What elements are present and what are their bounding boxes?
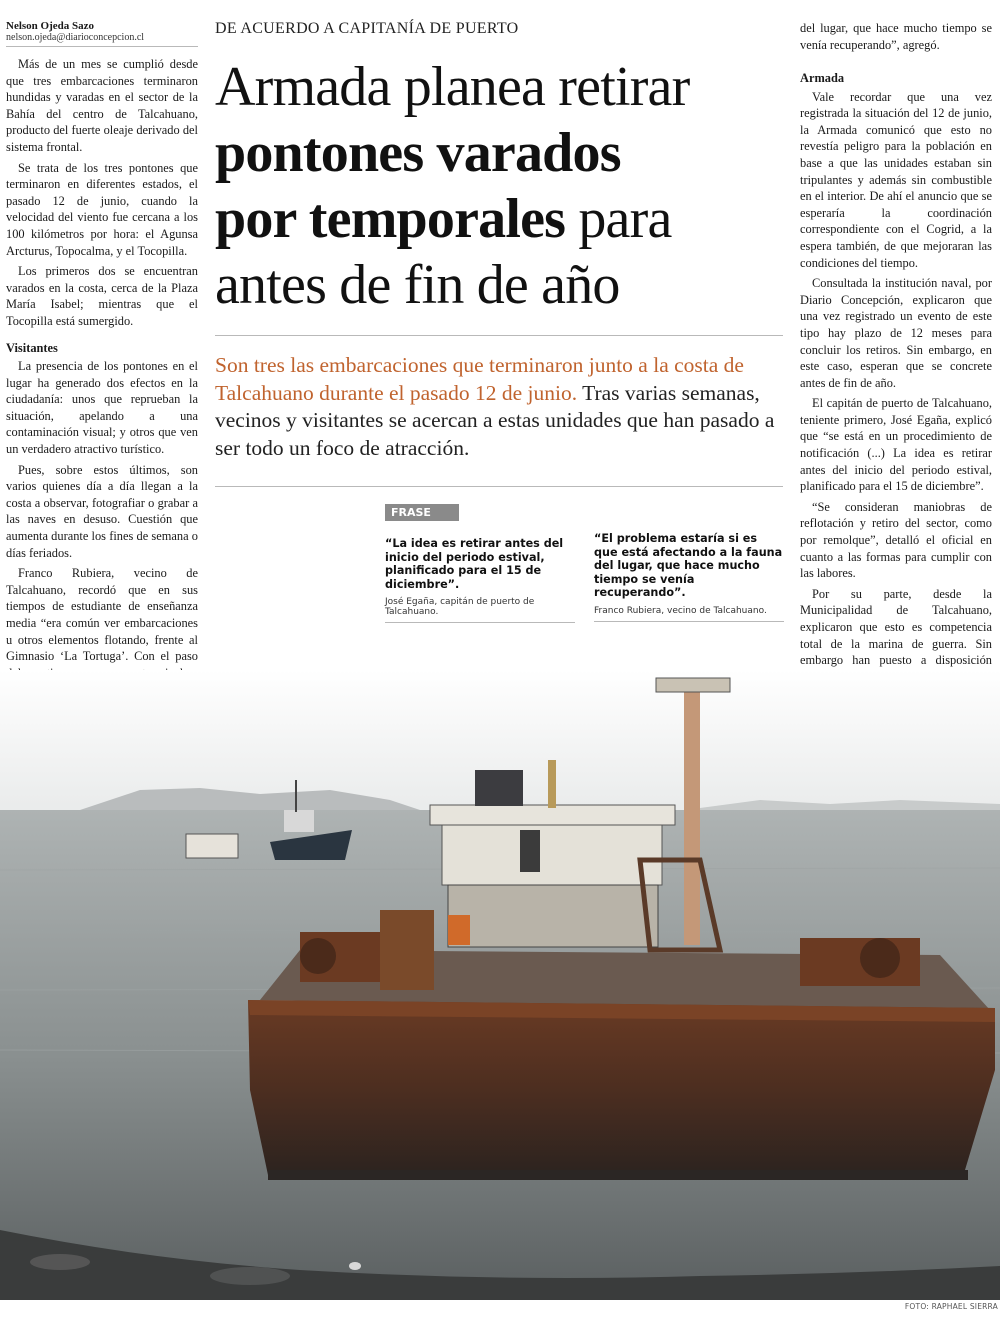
lead-paragraph [215,352,790,462]
quote-text: “El problema estaría si es que está afectando a la fauna del lugar, que hace mucho tiempo se venía recuperando”. [594,532,783,600]
author-block [6,20,198,43]
quote-divider [385,622,575,623]
body-paragraph: El capitán de puerto de Talcahuano, teniente primero, José Egaña, explicó que “se está en un procedimiento de notificación (...) La idea es retirar antes del inicio del periodo estival, planificado para el 15 de diciembre”. [800,396,992,494]
headline [215,54,795,318]
quote-divider [594,621,784,622]
headline-line-3-rest: para [565,188,672,250]
body-paragraph: La presencia de los pontones en el lugar ha generado dos efectos en la ciudadanía: unos que reprueban la situación, apelando a una contaminación visual; y otros que ven un verdadero atractivo turístico. [6,359,198,457]
lead-divider [215,486,783,487]
frase-tag: FRASE [385,504,459,521]
right-column-continuation: del lugar, que hace mucho tiempo se venía recuperando”, agregó. [800,21,992,52]
quote-2 [594,532,784,622]
subhead-visitantes: Visitantes [6,340,58,355]
quote-text: “La idea es retirar antes del inicio del periodo estival, planificado para el 15 de diciembre”. [385,537,564,591]
author-name: Nelson Ojeda Sazo [6,20,94,32]
body-paragraph: Los primeros dos se encuentran varados en la costa, cerca de la Plaza María Isabel; mientras que el Tocopilla está sumergido. [6,264,198,328]
body-paragraph: Pues, sobre estos últimos, son varios quienes día a día llegan a la costa a observar, fotografiar o grabar a las naves en desuso. Cuestión que aumenta durante los fines de semana o días feriados. [6,462,198,560]
headline-line-2: pontones varados [215,122,621,184]
body-paragraph: Por su parte, desde la Municipalidad de Talcahuano, explicaron que esto es competencia total de la marina de guerra. Sin embargo han puesto a disposición [800,586,992,668]
pontoon-photo [0,670,1000,1300]
body-paragraph: “Se consideran maniobras de reflotación y retiro del sector, como por remolque”, detalló el oficial en cuanto a las formas para cumplir con las labores. [800,499,992,581]
lead-rest: Tras varias semanas, vecinos y visitantes se acercan a estas unidades que han pasado a ser todo un foco de atracción. [215,380,775,460]
right-column [800,70,992,723]
subhead-armada: Armada [800,71,845,85]
lead-highlight: Son tres las embarcaciones que terminaron junto a la costa de Talcahuano durante el pasado 12 de junio. [215,353,744,405]
headline-line-3-bold: por temporales [215,188,566,250]
quote-attribution: José Egaña, capitán de puerto de Talcahuano. [385,597,535,618]
author-email[interactable]: nelson.ojeda@diarioconcepcion.cl [6,32,145,43]
quote-attribution: Franco Rubiera, vecino de Talcahuano. [594,605,767,616]
body-paragraph: Franco Rubiera, vecino de Talcahuano, recordó que en sus tiempos de estudiante de enseñanza media “era común ver embarcaciones u otros elementos flotando, frente al Gimnasio ‘La Tortuga’. Con el paso [6,566,198,664]
author-divider [6,46,198,47]
headline-divider [215,335,783,336]
body-paragraph: Vale recordar que una vez registrada la situación del 12 de junio, la Armada comunicó que esto no revestía peligro para la población en base a que las unidades estaban sin tripulantes y además sin combustible en el interior. De ahí el anuncio que se esperaría la coordinación correspondiente con el Cogrid, a la espera también, de que mejoraran las condiciones del tiempo. [800,89,992,270]
quote-1 [385,537,575,623]
body-paragraph: Más de un mes se cumplió desde que tres embarcaciones terminaron hundidas y varadas en el sector de la Bahía del centro de Talcahuano, producto del fuerte oleaje derivado del sistema frontal. [6,57,198,154]
photo-credit: FOTO: RAPHAEL SIERRA [904,1302,998,1311]
body-paragraph: Consultada la institución naval, por Diario Concepción, explicaron que una vez registrado un evento de este tipo hay plazo de 12 meses para concluir los retiros. Sin embargo, en este caso, esperan que se concrete antes de fin de año. [800,276,992,390]
body-paragraph: Se trata de los tres pontones que terminaron en diferentes estados, el pasado 12 de junio, cuando la velocidad del viento fue cercana a los 100 kilómetros por hora: el Agunsa Arcturus, Topocalma, y el Tocopilla. [6,160,198,258]
headline-line-4: antes de fin de año [215,254,620,316]
headline-line-1: Armada planea retirar [215,56,690,118]
kicker: DE ACUERDO A CAPITANÍA DE PUERTO [215,20,519,37]
